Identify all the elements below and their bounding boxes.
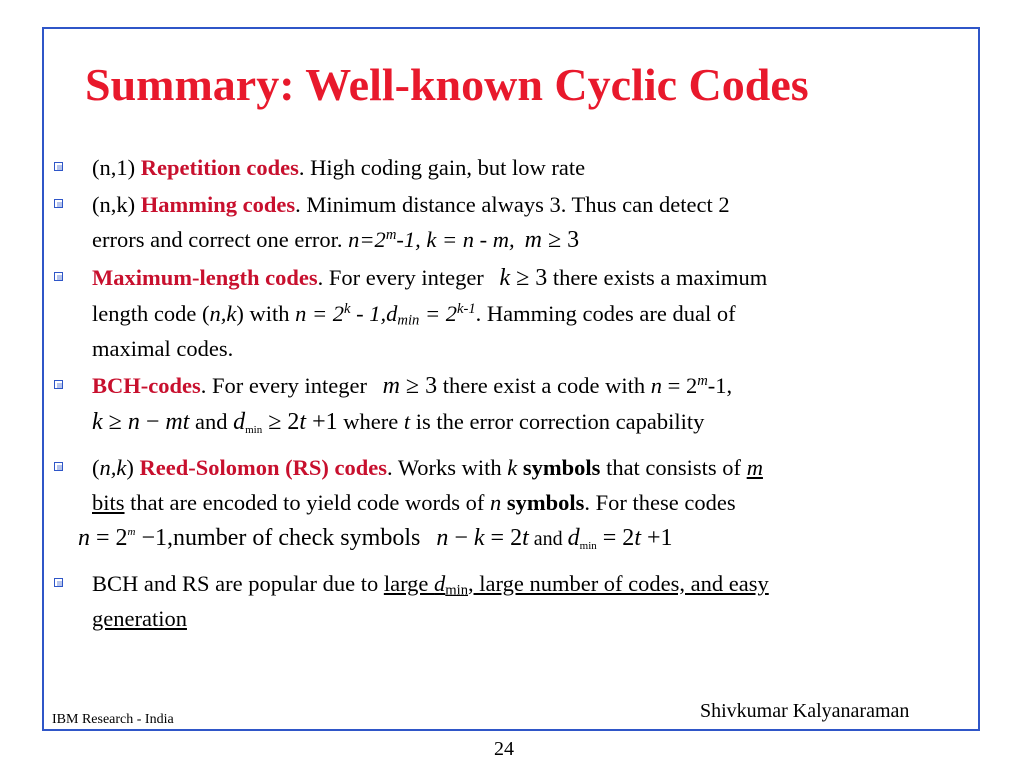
bullet-square-icon <box>54 462 63 471</box>
page-number: 24 <box>494 738 514 760</box>
term-hamming: Hamming codes <box>140 192 296 217</box>
bullet-square-icon <box>54 578 63 587</box>
bullet-popularity: BCH and RS are popular due to large $d_{min}$, large number of codes, and easy generation <box>54 566 964 636</box>
equation-rs-dmin: dmin = 2t +1 <box>567 524 673 552</box>
bullet-square-icon <box>54 162 63 171</box>
equation-k-ge-n-minus-mt: k ≥ n − mt <box>92 409 190 435</box>
slide-title: Summary: Well-known Cyclic Codes <box>85 59 809 110</box>
bullet-square-icon <box>54 380 63 389</box>
bullet-reed-solomon: (n,k) Reed-Solomon (RS) codes. Works with k symbols that consists of m bits that are encoded to yield code words of n symbols. For these codes $n = 2^m$ −1,number of check symbols n − k = 2t and dmin = 2t +1 <box>54 450 964 564</box>
bullet-list <box>54 150 964 638</box>
term-reed-solomon: Reed-Solomon (RS) codes <box>139 454 387 480</box>
equation-m-ge-3: m ≥ 3 <box>524 227 580 253</box>
equation-m-ge-3-bch: m ≥ 3 <box>382 373 438 399</box>
footer-author: Shivkumar Kalyanaraman <box>700 700 910 722</box>
equation-rs-parameters: $n = 2^m$ −1,number of check symbols n − k = 2t <box>78 524 529 551</box>
term-max-length: Maximum-length codes <box>92 265 318 290</box>
equation-dmin-ge-2t-plus-1: dmin ≥ 2t +1 <box>233 409 338 436</box>
bullet-repetition: (n,1) Repetition codes. High coding gain, but low rate <box>54 150 964 185</box>
footer-organization: IBM Research - India <box>52 712 174 727</box>
bullet-bch: BCH-codes. For every integer m ≥ 3 there exist a code with $n = 2^m-1$, k ≥ n − mt and dmin ≥ 2t +1 where t is the error correction capability <box>54 368 964 448</box>
bullet-hamming: (n,k) Hamming codes. Minimum distance always 3. Thus can detect 2 errors and correct one error. $n=2^m-1$, k = n - m, m ≥ 3 <box>54 187 964 258</box>
bullet-square-icon <box>54 199 63 208</box>
term-repetition: Repetition codes <box>140 155 299 180</box>
bullet-square-icon <box>54 272 63 281</box>
bullet-max-length: Maximum-length codes. For every integer k ≥ 3 there exists a maximum length code (n,k) with $n = 2^k - 1,d_{min} = 2^{k-1}$. Hamming codes are dual of maximal codes. <box>54 260 964 366</box>
equation-k-ge-3: k ≥ 3 <box>499 265 548 291</box>
term-bch: BCH-codes <box>92 373 201 398</box>
